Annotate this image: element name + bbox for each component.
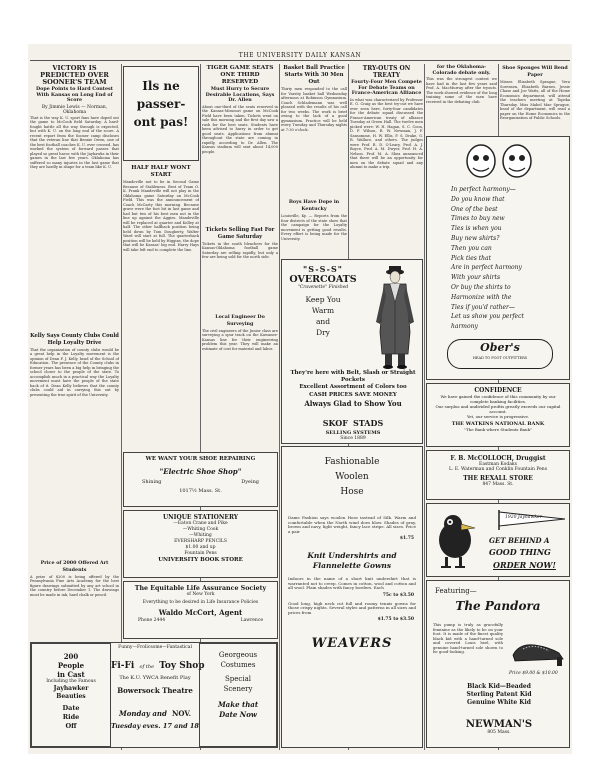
ad-slogan: Warm: [311, 306, 335, 315]
bank-subtitle: "The Bank where Students Bank": [464, 427, 532, 432]
store-name: THE REXALL STORE: [463, 475, 533, 482]
ad-item: —Whiting: [189, 533, 212, 538]
ad-confidence: [426, 383, 570, 447]
man-in-overcoat-icon: [370, 262, 420, 372]
ad-banner: Funny—Frolicsome—Fantastical: [118, 645, 192, 650]
ad-item: —Whiting Cook: [182, 527, 219, 532]
store-name-right: STADS: [353, 418, 384, 428]
ad-line: GOOD THING: [489, 547, 551, 557]
ad-line: Date Now: [219, 710, 257, 719]
ad-overcoats: [281, 259, 423, 444]
ad-line: passer-: [136, 97, 186, 111]
masthead: THE UNIVERSITY DAILY KANSAN: [238, 52, 362, 59]
ad-line: Beauties: [56, 693, 86, 700]
ad-line: ORDER NOW!: [493, 560, 556, 570]
column-5: [350, 64, 423, 254]
article-body: This was the strongest contest we have had in the last few years said Prof. A. MacMurray after the tryouts. The work showed evidence of the long training some of the men have received in the debating club.: [426, 77, 497, 104]
article-headline: Local Engineer Do Surveying: [215, 313, 265, 327]
ad-title: CONFIDENCE: [474, 387, 522, 394]
poem-line: Or buy the shirts to: [451, 283, 511, 291]
ad-line: L. E. Waterman and Conklin Fountain Pens: [448, 467, 548, 472]
ad-line: Ride: [62, 713, 80, 721]
article-body: Thirty men responded to the call for Varsity basket ball Wednesday afternoon at Robinson Gymnasium. Coach Schlademann was well pleased with the results of his call for two weeks. The work is brief owing to the lack of a good gymnasium. Practice will be held every Tuesday and Thursday nights at 7:30 o'clock.: [281, 87, 347, 132]
ad-title: OVERCOATS: [289, 274, 357, 285]
store-since: Since 1889: [340, 436, 366, 441]
ad-body: Dame Fashion says woolen Hose instead of Silk. Warm and comfortable when the North wind does blow. Shades of gray, brown and navy, light weight, fancy lace stripe. All sizes. Price a pair: [288, 515, 416, 534]
ad-shop-name: "Electric Shoe Shop": [159, 467, 242, 476]
ad-tagline: Everything to be desired in Life Insurance Policies: [142, 600, 259, 605]
masthead-rule: [30, 60, 570, 61]
ad-cash: CASH PRICES SAVE MONEY: [309, 392, 397, 398]
ad-equitable-life: [123, 581, 278, 639]
ad-jayhawker: [426, 503, 570, 577]
poem-line: Do you know that: [451, 195, 505, 203]
ad-phone: Phone 2444: [138, 618, 166, 623]
poem-line: Pick ties that: [451, 254, 491, 262]
ad-line: Fi-Fi: [111, 661, 135, 671]
ad-left-panel: [31, 643, 111, 747]
article-byline: By Jimmie Lewis — Norman, Oklahoma: [41, 104, 108, 115]
ad-passeront-pas: [123, 66, 199, 161]
ad-line: in Cast: [57, 670, 85, 679]
jayhawk-bird-icon: [431, 510, 481, 570]
article-body: That the organization of county clubs would be a great help in the Loyalty movement is the opinion of Dean F. J. Kelly, head of the School of Education. The presence of the County clubs in former years has been a big help in bringing the school closer to the people of the state. To accomplish much in a practical way the Loyalty movement must have the people of the state back of it. Dean Kelly believes that the county clubs could aid in carrying this out by presenting the true spirit of the University.: [30, 347, 119, 397]
ad-title: The Pandora: [455, 599, 541, 613]
ad-line: Ils ne: [142, 79, 180, 93]
ad-title: Hose: [340, 487, 364, 497]
pennant-text: 1920 Jayhawker: [505, 515, 542, 520]
brand-subtitle: HEAD TO FOOT OUTFITTERS: [472, 356, 528, 360]
cartoon-faces-icon: [463, 143, 535, 179]
ad-body: Our surplus and undivided profits greatly exceeds our capital account.: [435, 404, 561, 414]
article-headline: Tickets Selling Fast For Game Saturday: [205, 226, 275, 240]
column-4: [281, 64, 347, 254]
ad-shoe-repair: [123, 452, 278, 507]
poem-line: With your shirts: [451, 274, 501, 282]
ad-line: The K.U. YWCA Benefit Play: [119, 675, 191, 681]
column-divider: [279, 64, 280, 750]
ad-pandora: [426, 580, 570, 748]
ad-line: Bowersock Theatre: [117, 686, 193, 695]
ad-city: Lawrence: [240, 618, 263, 623]
ad-line: Genuine White Kid: [467, 699, 531, 706]
ad-brand: "S-S-S": [303, 264, 343, 274]
store-subtitle: SELLING SYSTEMS: [325, 430, 381, 436]
poem-line: Times to buy new: [451, 215, 505, 223]
brand-name: Ober's: [480, 341, 520, 354]
ad-woolen-hose: [281, 446, 423, 748]
ad-title: F. B. McCOLLOCH, Druggist: [450, 455, 546, 462]
store-name: WEAVERS: [311, 636, 393, 651]
column-3: [202, 64, 278, 449]
ad-line: Off: [65, 722, 77, 730]
ad-body: We have gained the confidence of this community by our complete banking facilities.: [440, 394, 556, 404]
ad-title: UNIQUE STATIONERY: [162, 514, 239, 521]
article-body: That is the way K. U. sport fans have doped out the game to McCook field Saturday. A hard-fought battle all the way through is expected, but with K. U. on the long end of the score. A recent report from the Sooner camp discloses that the veteran line that Bennie Owen, one of the best football coaches K. U. ever crossed, has worked the system of forward passes that played so great havoc with the Jayhawks in their games in the last few years. Oklahoma has suffered so many injuries in the last game that they are hardly in shape for a team like K. U.: [30, 115, 119, 169]
article-body: The civil engineers of the Junior class are surveying a spur track on the Kawanee-Kansas line for their engineering problem this year. They will make an estimate of cost for material and labor.: [202, 328, 278, 351]
ad-line: Special: [225, 675, 251, 683]
article-headline: VICTORY IS PREDICTED OVER SOONER'S TEAM: [40, 64, 109, 86]
ad-title: The Equitable Life Assurance Society: [134, 585, 267, 592]
obers-logo: [447, 339, 553, 369]
ad-line: ont pas!: [133, 115, 189, 129]
poem-line: Buy new shirts?: [451, 234, 500, 242]
ad-item: Fountain Pens: [184, 551, 217, 556]
poem-line: Ties is when you: [451, 225, 502, 233]
poem-line: Harmonize with the: [451, 293, 512, 301]
poem-line: harmony: [451, 323, 478, 331]
poem-line: Let us show you perfect: [451, 313, 524, 321]
article-body: A prize of $200 is being offered by the Pennsylvania Fine Arts Academy for the best figure drawings submitted by any art school in the country before December 1. The drawings must be made in ink, hard chalk or pencil.: [30, 574, 119, 597]
ad-right-panel: [199, 643, 277, 747]
ad-poem: [451, 185, 561, 332]
ad-price: $1.75 to $3.50: [377, 617, 414, 622]
ad-line: Monday and: [118, 709, 167, 718]
ad-stationery: [123, 510, 278, 578]
article-headline: HALF HALF WONT START: [131, 165, 191, 178]
ad-agent: Waldo McCort, Agent: [158, 608, 243, 617]
ad-body: Good long, high neck cut full and roomy tennis gowns for those crispy nights. Several styles and patterns in all sizes and prices from: [288, 600, 416, 615]
ad-slogan: Keep You: [305, 295, 341, 304]
article-subhead: Dope Points to Hard Contest With Kansas on Long End of Score: [36, 86, 113, 103]
store-address: 847 Mass. St.: [482, 482, 514, 487]
ad-item: —Eaton Crane and Pike: [173, 521, 228, 526]
ad-line: Toy Shop: [159, 661, 205, 671]
ad-line: 200: [63, 652, 79, 661]
ad-line: Including the Famous: [46, 679, 96, 684]
article-body: About one-third of the seats reserved in the Kansas-Missouri game on McCook Field have been taken. Tickets went on sale this morning and the first day saw a rush for the best seats. Students have been advised to hurry in order to get good seats. Applications from alumni throughout the state are coming in rapidly, according to Dr. Allen. The Kansas stadium will seat about 14,000 people.: [202, 104, 278, 154]
poem-line: One of the best: [451, 205, 498, 213]
ad-obers: [426, 136, 570, 380]
article-body: Tickets in the south bleachers for the Kansas-Oklahoma football game Saturday are selling rapidly, but only a few are being sold for the north side.: [202, 241, 278, 259]
ad-line: of the: [139, 664, 155, 670]
ad-item: $1.00 and up: [185, 545, 216, 550]
ad-assortment: Excellent Assortment of Colors too: [299, 384, 407, 390]
article-headline: Basket Ball Practice Starts With 30 Men Out: [283, 65, 345, 85]
ad-features: They're here with Belt, Slash or Straight Pockets: [290, 370, 416, 383]
ad-line: Tuesday eves. 17 and 18: [111, 722, 199, 730]
ad-body: Yet, our service is progressive.: [466, 414, 530, 419]
ad-subtitle: of New York: [186, 592, 215, 597]
store-name-left: SKOF: [322, 418, 348, 428]
ad-title: WE WANT YOUR SHOE REPAIRING: [145, 456, 256, 462]
ad-price: 75c to $3.50: [382, 592, 414, 598]
ad-line: Black Kid—Beaded: [467, 683, 531, 690]
poem-line: Are in perfect harmony: [451, 264, 522, 272]
article-headline: TIGER GAME SEATS ONE THIRD RESERVED: [206, 65, 274, 85]
ad-subtitle: Eastman Kodaks: [479, 462, 517, 467]
article-body: Misses Elizabeth Sprague, Vera Sorensen, Elizabeth Barnes, Jessie Chase and Joe Watts, all of the Home Economics department, will attend the teachers meeting at Topeka Thursday. Miss Mabel Mae Sprague, head of the department, will read a paper on the Home Economics in the Reorganization of Public Schools.: [500, 80, 570, 120]
ad-address: 1017½ Mass. St.: [179, 488, 222, 494]
article-subhead: Must Hurry to Secure Desirable Locations, Says Dr. Allen: [205, 86, 275, 103]
article-headline: Price of 2000 Offered Art Students: [40, 559, 109, 573]
article-headline: Kelly Says County Clubs Could Help Loyalty Drive: [30, 332, 119, 346]
ad-item: EVERSHARP PENCILS: [174, 539, 227, 544]
ad-slogan: Dry: [316, 328, 330, 337]
ad-always: Always Glad to Show You: [304, 399, 402, 408]
ad-line: Georgeous: [218, 651, 258, 659]
ad-title: Woolen: [335, 472, 369, 482]
ad-druggist: [426, 450, 570, 500]
ad-slogan: and: [315, 317, 331, 326]
ad-center-panel: [111, 643, 205, 747]
ad-price: $1.75: [399, 536, 414, 541]
article-body: Mandeville not to be in Second Game Because of Stableness. Best of Team O. K. Frank Mandeville will not play in the Oklahoma game Saturday on McCook Field. This was the announcement of Coach McCarty this morning. Because grave were the foot hit in last game and had but two of his best men not in the line up against the Aggies. Mandeville will be replaced at quarter and Kelley at half. The other halfback position being held down by Tom Dougherty, Walter Ward will start at full. The quarterback position will be held by Higgins, the dope that will be Kansas' big end. Harry Hays will take left end to complete the line.: [123, 180, 199, 252]
poem-line: Ties if you'd rather—: [451, 303, 515, 311]
ad-title: Flannelette Gowns: [312, 561, 392, 570]
article-headline: Shoe Sponges Will Bend Paper: [502, 65, 568, 78]
ad-line: Jayhawker: [53, 685, 89, 692]
article-headline: TRY-OUTS ON TREATY: [362, 65, 411, 79]
ad-line: NOV.: [172, 709, 192, 718]
newspaper-page: [28, 44, 572, 754]
ad-line: GET BEHIND A: [489, 536, 550, 545]
poem-line: In perfect harmony—: [451, 186, 516, 193]
ad-line: Make that: [217, 700, 259, 709]
store-name: NEWMAN'S: [465, 719, 533, 730]
ad-tagline: "Cravenette" Finished: [297, 285, 349, 290]
ad-title: Fashionable: [324, 457, 380, 467]
ad-line: Costumes: [220, 661, 256, 669]
bank-name: THE WATKINS NATIONAL BANK: [451, 421, 545, 427]
article-body: Louisville, Ky. — Reports from the four districts of the state show that the campaign for the Loyalty movement is getting good results. Every effort is being made for the University.: [281, 214, 347, 241]
article-body: In what was characterized by Professor E. G. Craig as the best try-out we have ever seen here, forty-four candidates for the debate squad discussed the France-American treaty of alliance Tuesday at Green Hall. The twelve men picked were: W. H. Hagan, S. C. Coon, D. F. Wilson, R. W. Newman, J. F. Sansomme, H. W. Ellis, F. S. Drake, G. R. Wallace, and others. The judges were Prof. R. D. O'Leary, Prof. A. J. Boyce, Prof. A. M. Dwyer, Prof. H. A. Nelson. Prof. M. A. Shea announced that there will be an opportunity for men on the debate squad and any alumni to make a trip.: [350, 97, 423, 169]
ad-line: Sterling Patent Kid: [466, 691, 532, 698]
ad-line: People: [57, 661, 85, 670]
article-subhead: Fourty-Four Men Compete For Debate Teams on France-American Alliance: [351, 79, 422, 96]
ad-service: Dyeing: [241, 479, 259, 485]
ad-fifi-toy-shop: [30, 642, 278, 748]
column-2: [123, 164, 199, 449]
pump-shoe-icon: [509, 629, 567, 667]
ad-featuring: Featuring—: [435, 587, 477, 595]
ad-body: This pump is truly as gracefully feminine as the likely to be on your foot. It is made of the finest quality black kid with a hand-turned sole and covered Louis heel, with genuine hand-turned sole shown to be good-looking.: [433, 622, 503, 654]
store-address: 805 Mass.: [487, 730, 511, 735]
ad-body: Indoors in the name of a short knit undershirt that is warranted not to creep. Comes in cotton, wool and cotton and all wool. Plain shades with fancy borders. Each: [288, 576, 416, 590]
article-subhead: for the Oklahoma-Colorado debate only.: [432, 64, 491, 76]
poem-line: Then you can: [451, 244, 492, 252]
article-headline: Boys Have Dope in Kentucky: [288, 199, 340, 212]
ad-line: Date: [62, 704, 80, 712]
column-divider: [424, 64, 425, 750]
ad-service: Shining: [142, 479, 162, 485]
ad-line: Scenery: [223, 685, 253, 693]
ad-title: Knit Undershirts and: [307, 551, 397, 560]
store-name: UNIVERSITY BOOK STORE: [158, 557, 243, 563]
ad-price: Price $9.00 & $10.00: [509, 671, 558, 676]
